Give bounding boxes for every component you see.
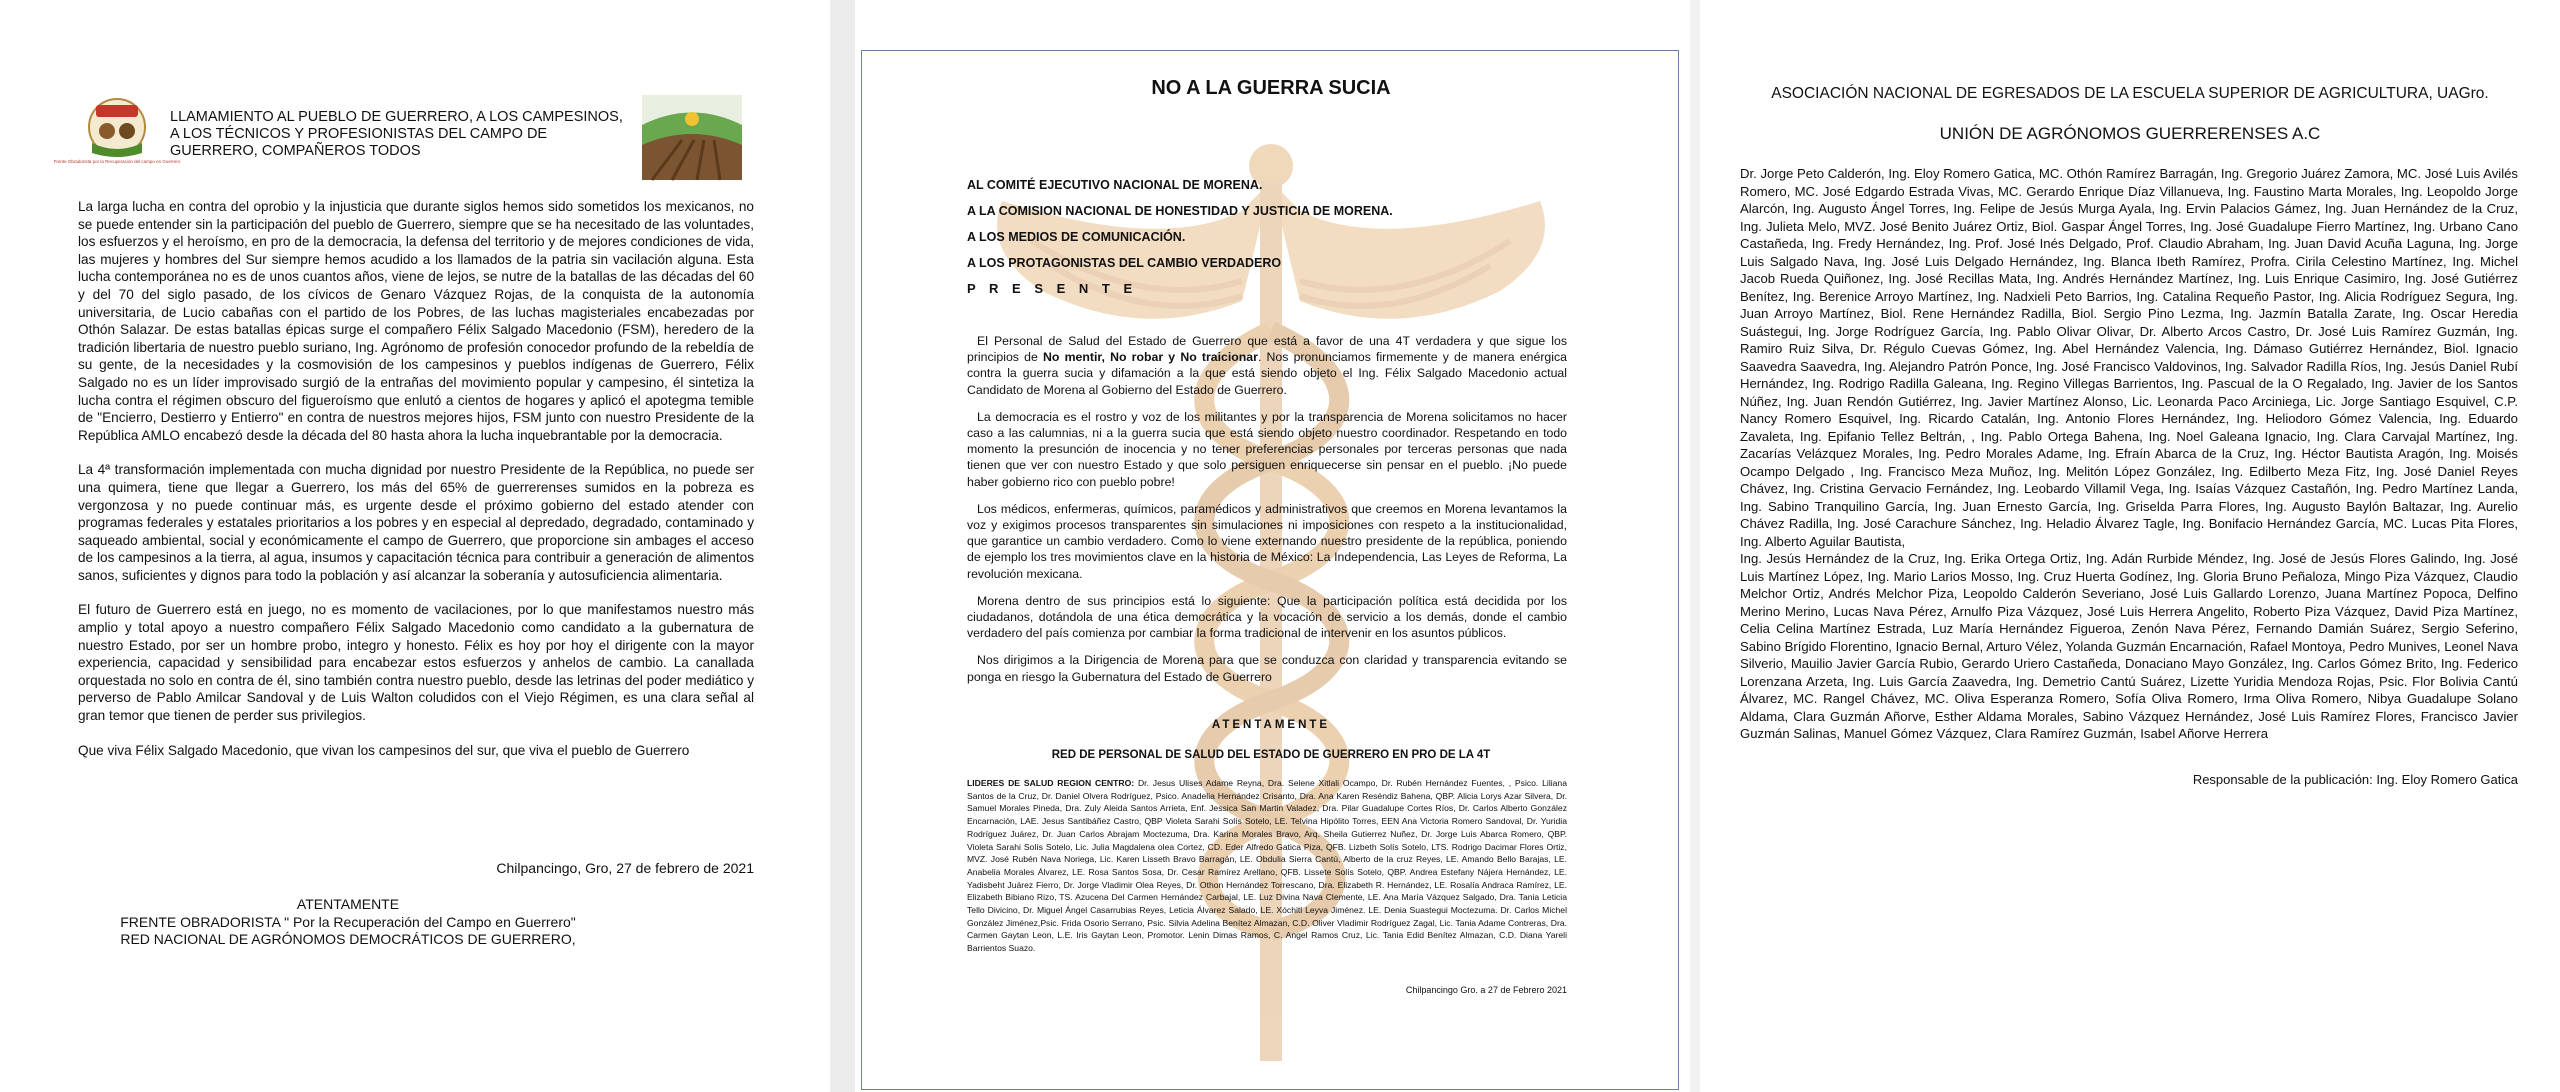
union-name: UNIÓN DE AGRÓNOMOS GUERRERENSES A.C bbox=[1939, 124, 2321, 143]
publication-responsible: Responsable de la publicación: Ing. Eloy Romero Gatica bbox=[2192, 772, 2518, 787]
sign-line-2: FRENTE OBRADORISTA " Por la Recuperación del Campo en Guerrero" bbox=[120, 913, 576, 930]
letter-body bbox=[78, 198, 754, 776]
leaders-list bbox=[967, 777, 1567, 955]
signatories bbox=[1740, 165, 2518, 743]
signatories-part-2: Ing. Jesús Hernández de la Cruz, Ing. Erika Ortega Ortiz, Ing. Adán Rurbide Méndez, Ing. José de Jesús Flores Galindo, Ing. José Luis Martínez López, Ing. Mario Larios Mosso, Ing. Cruz Huerta Godínez, Ing. Gloria Bruno Peñaloza, Mingo Piza Vázquez, Claudio Melchor Ortiz, Andrés Melchor Piza, Leopoldo Calderón Severiano, José Luis Gallardo Lorenzo, Juana Martínez Popoca, Delfino Merino Merino, Lucas Nava Pérez, Arnulfo Piza Vázquez, José Luis Herrera Angelito, Roberto Piza Vázquez, David Piza Martínez, Celia Celina Martínez Estrada, Luz María Hernández Figueroa, Zenón Nava Pérez, Fernando Damián Suárez, Sergio Seferino, Sabino Brígido Florentino, Ignacio Bernal, Arturo Vélez, Yolanda Guzmán Encarnación, Rafael Montoya, Pedro Munives, Leonel Nava Silverio, Mauilio Javier García Rubio, Gerardo Uriero Castañeda, Donaciano Mayo González, Ing. Carlos Gómez Brito, Ing. Federico Lorenzana Arzeta, Ing. Luis García Zaavedra, Ing. Demetrio Cantú Suárez, Lizette Yuridia Mendoza Rojas, Psic. Flor Bolivia Cantú Álvarez, MC. Rangel Chávez, MC. Oliva Esperanza Romero, Sofía Oliva Romero, Irma Oliva Romero, Nibya Guadalupe Solano Aldama, Clara Guzmán Añorve, Esther Aldama Morales, Sabino Vázquez Hernández, José Luis Ramírez Flores, Francisco Javier Guzmán Salinas, Manuel Gómez Vázquez, Clara Ramírez Guzmán, Isabel Añorve Herrera bbox=[1740, 551, 2518, 741]
addressees bbox=[967, 172, 1527, 302]
document-body bbox=[967, 333, 1567, 696]
letter-date: Chilpancingo, Gro, 27 de febrero de 2021 bbox=[496, 860, 754, 876]
addressee-3: A LOS MEDIOS DE COMUNICACIÓN. bbox=[967, 230, 1186, 244]
svg-text:Frente Obradorista por la Recu: Frente Obradorista por la Recuperación del campo en Guerrero bbox=[53, 159, 181, 164]
paragraph-1-b: . Nos pronunciamos firmemente y de manera enérgica contra la guerra sucia y difamación a la que está siendo objeto el Ing. Félix Salgado Macedonio actual Candidato de Morena al Gobierno del Estado de Guerrero. bbox=[967, 350, 1567, 397]
association-name: ASOCIACIÓN NACIONAL DE EGRESADOS DE LA ESCUELA SUPERIOR DE AGRICULTURA, UAGro. bbox=[1771, 85, 2489, 102]
document-title: NO A LA GUERRA SUCIA bbox=[1151, 77, 1391, 99]
signatories-part-1: Dr. Jorge Peto Calderón, Ing. Eloy Romero Gatica, MC. Othón Ramírez Barragán, Ing. Gregorio Juárez Zamora, MC. José Luis Avilés Romero, MC. José Edgardo Estrada Vivas, MC. Gerardo Enrique Díaz Villanueva, Ing. Faustino Marta Morales, Ing. Leopoldo Jorge Alarcón, Ing. Augusto Ángel Torres, Ing. Felipe de Jesús Murga Ayala, Ing. Ervin Palacios Gámez, Ing. Juan Hernández de la Cruz, Ing. Julieta Melo, MVZ. José Benito Juárez Ortiz, Biol. Gaspar Ángel Torres, Ing. José Guadalupe Fierro Martínez, Ing. Urbano Cano Castañeda, Ing. Fredy Hernández, Ing. Prof. José Inés Delgado, Prof. Claudio Abraham, Ing. Juan David Acuña Laguna, Ing. Jorge Luis Salgado Nava, Ing. José Luis Delgado Hernández, Ing. Blanca Ibeth Ramírez, Profra. Cirila Celestino Martínez, Ing. Michel Jacob Rueda Quiñonez, Ing. José Recillas Mata, Ing. Andrés Hernández Martínez, Ing. Luis Enrique Casimiro, Ing. José Gutiérrez Benítez, Ing. Berenice Arroyo Martínez, Ing. Nadxieli Peto Barrios, Ing. Catalina Requeño Pastor, Ing. Alicia Rodríguez Segura, Ing. Juan Arroyo Martínez, Biol. Rene Hernández Radilla, Biol. Sergio Pino Lezma, Ing. Jazmín Batalla Zarate, Ing. Oscar Heredia Suástegui, Ing. Jorge Rodríguez García, Ing. Pablo Olivar Olivar, Dr. Alberto Arcos Castro, Dr. José Luis Ramírez Guzmán, Ing. Ramiro Ruiz Silva, Dr. Régulo Cuevas Gómez, Ing. Abel Hernández Valencia, Ing. Dámaso Gutiérrez Hernández, Biol. Ignacio Saavedra Saavedra, Ing. Alejandro Patrón Ponce, Ing. José Francisco Valdovinos, Ing. Salvador Radilla Ríos, Ing. Jesús Daniel Rubí Hernández, Ing. Rodrigo Radilla Galeana, Ing. Regino Villegas Barrientos, Ing. Pascual de la O Regalado, Ing. Javier de los Santos Núñez, Ing. Juan Rendón Gutiérrez, Ing. Javier Martínez Alonso, Lic. Leonarda Paco Arciniega, Lic. Jorge Santiago Esquivel, C.P. Nancy Romero Esquivel, Ing. Ricardo Catalán, Ing. Antonio Flores Hernández, Ing. Heliodoro Gómez Valencia, Ing. Eduardo Zavaleta, Ing. Epifanio Tellez Beltrán, , Ing. Pablo Ortega Bahena, Ing. Noel Galeana Ignacio, Ing. Clara Carvajal Martínez, Ing. Zacarías Velázquez Morales, Ing. Pedro Morales Adame, Ing. Efraín Abarca de la Cruz, Ing. Héctor Bautista Aragón, Ing. Moisés Ocampo Delgado , Ing. Francisco Meza Muñoz, Ing. Melitón López González, Ing. Edilberto Meza Fitz, Ing. José Daniel Reyes Chávez, Ing. Cristina Gervacio Fernández, Ing. Leobardo Villamil Vega, Ing. Isaías Vázquez Castañón, Ing. Pedro Martínez Landa, Ing. Sabino Tranquilino García, Ing. Juan Ernesto García, Ing. Griselda Parra Flores, Ing. Augusto Baylón Baltazar, Ing. Aurelio Chávez Radilla, Ing. José Carachure Sánchez, Ing. Heladio Álvarez Tagle, Ing. Bonifacio Hernández García, MC. Lucas Pita Flores, Ing. Alberto Aguilar Bautista, bbox=[1740, 166, 2518, 549]
sign-line-3: RED NACIONAL DE AGRÓNOMOS DEMOCRÁTICOS DE GUERRERO, bbox=[120, 931, 576, 947]
signatories-list-page bbox=[1700, 0, 2560, 1092]
network-name: RED DE PERSONAL DE SALUD DEL ESTADO DE GUERRERO EN PRO DE LA 4T bbox=[1051, 749, 1491, 761]
letter-heading: LLAMAMIENTO AL PUEBLO DE GUERRERO, A LOS CAMPESINOS, A LOS TÉCNICOS Y PROFESIONISTAS DEL CAMPO DE GUERRERO, COMPAÑEROS TODOS bbox=[170, 109, 623, 159]
page-gap bbox=[1690, 0, 1700, 1092]
paragraph-1: La larga lucha en contra del oprobio y la injusticia que durante siglos hemos sido sometidos los mexicanos, no se puede entender sin la participación del pueblo de Guerrero, siempre que se ha necesitado de las voluntades, los esfuerzos y el heroísmo, en pro de la democracia, la defensa del territorio y de mejores condiciones de vida, las mujeres y hombres del Sur siempre hemos acudido a los llamados de la patria sin vacilación alguna. Esta lucha contemporánea no es de unos cuantos años, viene de lejos, se nutre de la batallas de las décadas del 60 y del 70 del siglo pasado, de los cívicos de Genaro Vázquez Rojas, de la conquista de la autonomía universitaria, de Lucio cabañas con el partido de los Pobres, de las luchas magisteriales encabezadas por Othón Salazar. De estas batallas épicas surge el compañero Félix Salgado Macedonio (FSM), heredero de la tradición libertaria de nuestro pueblo suriano, Ing. Agrónomo de profesión conocedor profundo de la rebeldía de su gente, de la necesidades y la cosmovisión de los campesinos y pueblos indígenas de Guerrero, Félix Salgado no es un líder improvisado surgió de la entrañas del movimiento popular y campesino, él sintetiza la lucha contra el régimen obscuro del figueroísmo que enlutó a cientos de hogares y aplicó el apotegma temible de "Encierro, Destierro y Entierro" en contra de nuestros mejores hijos, FSM junto con nuestro Presidente de la República AMLO encabezó desde la década del 80 hasta ahora la lucha inquebrantable por la democracia. bbox=[78, 199, 754, 443]
letter-header bbox=[53, 95, 742, 185]
paragraph-1 bbox=[967, 333, 1567, 398]
atentamente: ATENTAMENTE bbox=[1211, 719, 1331, 731]
letter-signature bbox=[78, 896, 754, 949]
leaders-label: LIDERES DE SALUD REGION CENTRO: bbox=[967, 778, 1135, 788]
presente: P R E S E N T E bbox=[967, 281, 1138, 296]
document-date: Chilpancingo Gro. a 27 de Febrero 2021 bbox=[1405, 985, 1567, 995]
paragraph-5: Nos dirigimos a la Dirigencia de Morena para que se conduzca con claridad y transparencia evitando se ponga en riesgo la Gubernatura del Estado de Guerrero bbox=[967, 653, 1567, 684]
addressee-4: A LOS PROTAGONISTAS DEL CAMBIO VERDADERO bbox=[967, 256, 1282, 270]
paragraph-2: La 4ª transformación implementada con mucha dignidad por nuestro Presidente de la República, no puede ser una quimera, tiene que llegar a Guerrero, los más del 65% de guerrerenses sumidos en la pobreza es vergonzosa y no puede continuar más, es urgente desde el próximo gobierno del estado atender con programas federales y estatales prioritarios a los pobres y en especial al depredado, degradado, contaminado y saqueado ambiental, social y económicamente el campo de Guerrero, que proporcione sin ambages el acceso de los campesinos a la tierra, al agua, insumos y capacitación técnica para contribuir a generación de alimentos sanos, suficientes y dignos para todo la población y así alcanzar la soberanía y autosuficiencia alimentaria. bbox=[78, 462, 754, 583]
paragraph-4: Que viva Félix Salgado Macedonio, que vivan los campesinos del sur, que viva el pueblo de Guerrero bbox=[78, 742, 690, 758]
paragraph-4: Morena dentro de sus principios está lo siguiente: Que la participación política está decidida por los ciudadanos, dotándola de una ética democrática y la vocación de servicio a los demás, donde el cambio verdadero del país comienza por cambiar la forma tradicional de intervenir en los asuntos públicos. bbox=[967, 593, 1567, 641]
field-photo-logo bbox=[642, 95, 742, 180]
paragraph-3: El futuro de Guerrero está en juego, no es momento de vacilaciones, por lo que manifestamos nuestro más amplio y total apoyo a nuestro compañero Félix Salgado Macedonio como candidato a la gubernatura de nuestro Estado, por ser un hombre probo, integro y honesto. Félix es hoy por hoy el dirigente con la mayor experiencia, capacidad y sensibilidad para encabezar estos esfuerzos y anhelos de cambio. La canallada orquestada no solo en contra de él, sino también contra nuestro pueblo, desde las letrinas del poder mediático y perverso de Pablo Amilcar Sandoval y de Luis Walton coludidos con el Viejo Régimen, es una clara señal al gran temor que tienen de perder sus privilegios. bbox=[78, 602, 754, 724]
leaders-names: Dr. Jesus Ulises Adame Reyna, Dra. Selene Xitlali Ocampo, Dr. Rubén Hernández Fuentes, , Psico. Liliana Santos de la Cruz, Dr. Daniel Olvera Rodríguez, Psico. Anadelia Hernández Crisanto, Dra. Ana Karen Reséndiz Bahena, QBP. Alicia Lorys Azar Silvera, Dr. Samuel Morales Pineda, Dra. Zuly Aleida Santos Arrieta, Enf. Jessica San Martin Valadez, Dra. Pilar Guadalupe Cortes Ríos, Dr. Carlos Alberto González Encarnación, LAE. Jesus Santibáñez Castro, QBP Violeta Sarahi Solís Sotelo, LE. Telvina Hipólito Torres, EEN Ana Victoria Romero Sandoval, Dr. Yuridia Rodríguez Juárez, Dr. Juan Carlos Abrajam Moctezuma, Dra. Karina Morales Bravo, Arq. Sheila Gutierrez Nuñez, Dr. Jorge Luis Abarca Romero, QBP. Violeta Sarahi Solís Sotelo, Lic. Julia Magdalena olea Cortez, CD. Eder Alfredo Gatica Piza, QFB. Lizbeth Solís Sotelo, LTS. Rodrigo Dacimar Flores Ortiz, MVZ. José Rubén Nava Noriega, Lic. Karen Lisseth Bravo Barragán, LE. Obdulia Sierra Cantú, Alberto de la cruz Reyes, LE. Amando Bello Barajas, LE. Anabelia Morales Álvarez, LE. Rosa Santos Sosa, Dr. Cesar Ramírez Arellano, QFB. Lissete Solís Sotelo, QBP. Andrea Estefany Nájera Hernández, LE. Yadisbeht Juárez Fierro, Dr. Jorge Vladimir Olea Reyes, Dr. Othon Hernández Torrescano, Dra. Elizabeth R. Hernández, LE. Rosalía Andraca Ramírez, LE. Elizabeth Bibiano Rizo, TS. Azucena Del Carmen Hernández Carbajal, LE. Luz Divina Nava Clemente, LE. Ana María Vázquez Salgado, Dra. Tania Leticia Tello Divicino, Dr. Miguel Ángel Casarrubias Reyes, Leticia Álvarez Salado, LE. Xóchitl Leyva Jiménez. LE. Denia Suastegui Moctezuma. Dr. Carlos Michel González Jiménez,Psic. Frida Osorio Serrano, Psic. Silvia Adelina Benítez Almazan, C.D. Oliver Vladimir Rodríguez Zagal, Lic. Tania Adame Contreras, Dra. Carmen Gaytan Leon, L.E. Iris Gaytan Leon, Promotor. Lenin Dimas Ramos, C. Angel Ramos Cruz, Lic. Tania Edid Benítez Almazan, C.D. Diana Yareli Barrientos Suazo. bbox=[967, 778, 1567, 954]
frente-obradorista-logo bbox=[53, 95, 181, 170]
letter-frente-obradorista bbox=[0, 0, 830, 1092]
letter-no-guerra-sucia bbox=[855, 0, 1690, 1092]
paragraph-3: Los médicos, enfermeras, químicos, paramédicos y administrativos que creemos en Morena levantamos la voz y exigimos procesos transparentes sin simulaciones ni imposiciones con respeto a la institucionalidad, que garantice un cambio verdadero. Como lo viene externando nuestro presidente de la república, poniendo de ejemplo los tres movimientos clave en la historia de México: La Independencia, Las Leyes de Reforma, La revolución mexicana. bbox=[967, 501, 1567, 581]
paragraph-1-a: El Personal de Salud del Estado de Guerrero que está a favor de una 4T verdadera y que sigue los principios de bbox=[967, 334, 1567, 365]
addressee-2: A LA COMISION NACIONAL DE HONESTIDAD Y JUSTICIA DE MORENA. bbox=[967, 204, 1393, 218]
addressee-1: AL COMITÉ EJECUTIVO NACIONAL DE MORENA. bbox=[967, 178, 1263, 192]
paragraph-2: La democracia es el rostro y voz de los militantes y por la transparencia de Morena solicitamos no hacer caso a las calumnias, ni a la guerra sucia que está siendo objeto nuestro coordinador. Respetando en todo momento la presunción de inocencia y no tener preferencias personales por terceras personas que nada tienen que ver con nuestro Estado y que solo persiguen enriquecerse sin pensar en el pueblo. ¡No puede haber gobierno rico con pueblo pobre! bbox=[967, 409, 1567, 489]
sign-line-1: ATENTAMENTE bbox=[296, 896, 400, 912]
page-gap bbox=[830, 0, 855, 1092]
document-page bbox=[861, 50, 1679, 1090]
principles-bold: No mentir, No robar y No traicionar bbox=[1043, 350, 1258, 365]
